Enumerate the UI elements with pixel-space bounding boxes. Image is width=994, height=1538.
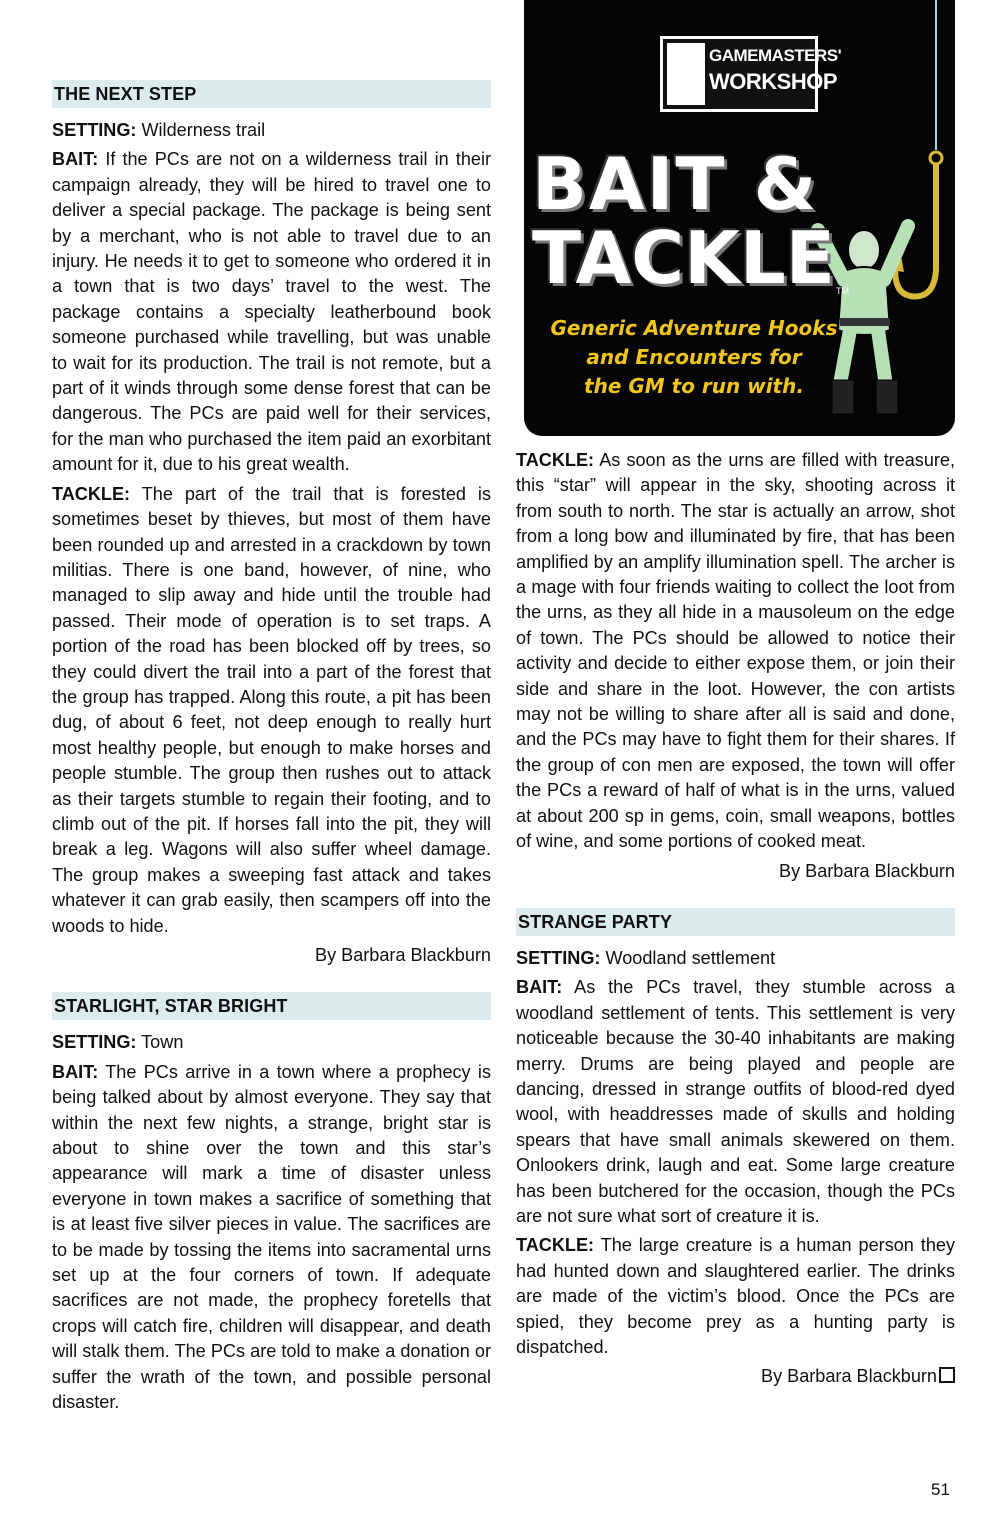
strange-party-tackle [516,1233,955,1360]
setting-label: SETTING: [516,947,601,968]
bait-label: BAIT: [516,977,563,998]
starlight-bait [52,1060,491,1416]
bait-label: BAIT: [52,1061,99,1082]
setting-text: Town [136,1032,184,1053]
title-line-2: TACKLE [532,216,835,300]
next-step-bait [52,147,491,477]
dwarf-figure-icon [667,43,705,105]
tagline-line-3: the GM to run with. [584,374,804,398]
tackle-text: The large creature is a human person they had hunted down and slaughtered earlier. The drinks are made of the victim’s blood. Once the PCs are spied, they become prey as a hunting party is dispatched. [516,1235,955,1357]
tackle-label: TACKLE: [52,483,131,504]
strange-party-setting [516,946,955,971]
title-line-1: BAIT & [532,142,819,226]
logo-line-2: WORKSHOP [709,69,837,94]
trademark-mark: TM [836,286,849,296]
bait-label: BAIT: [52,149,99,170]
strange-party-bait [516,975,955,1229]
book-banner [524,0,955,436]
setting-label: SETTING: [52,120,137,140]
logo-line-1: GAMEMASTERS' [709,46,842,65]
tagline-line-1: Generic Adventure Hooks [550,316,838,340]
tackle-label: TACKLE: [516,450,595,470]
left-column [52,80,491,1420]
bait-text: The PCs arrive in a town where a prophecy is being talked about by almost everyone. They say that within the next few nights, a strange, bright star is about to shine over the town and this star’s appearance will mark a time of disaster unless everyone in town makes a sacrifice of something that is at least five silver pieces in value. The sacrifices are to be made by tossing the items into sacramental urns set up at the four corners of town. If adequate sacrifices are not made, the prophecy foretells that crops will catch fire, children will disappear, and death will stalk them. The PCs are told to make a donation or suffer the wrath of the town, and possible personal disaster. [52,1061,491,1413]
bait-text: If the PCs are not on a wilderness trail in their campaign already, they will be hired to travel one to deliver a special package. The package is being sent by a merchant, who is not able to travel due to an injury. He needs it to get to someone who ordered it in a town that is two days’ travel to the west. The package contains a specialty leatherbound book someone purchased while travelling, but was unable to wait for its production. The trail is not remote, but a part of it winds through some dense forest that can be dangerous. The PCs are paid well for their services, for the man who purchased the item paid an exorbitant amount for it, due to his great wealth. [52,149,491,475]
page-number: 51 [931,1480,950,1499]
tackle-label: TACKLE: [516,1235,595,1256]
next-step-tackle [52,482,491,939]
setting-label: SETTING: [52,1032,137,1053]
starlight-tackle [516,448,955,855]
section-heading-strange-party: STRANGE PARTY [516,908,955,936]
section-heading-starlight: STARLIGHT, STAR BRIGHT [52,992,491,1020]
strange-party-byline [516,1364,955,1389]
tackle-text: The part of the trail that is forested is sometimes beset by thieves, but most of them have been rounded up and arrested in a crackdown by town militias. There is one band, however, of nine, who managed to slip away and hide until the trouble had passed. Their mode of operation is to set traps. A portion of the road has been blocked off by trees, so they could divert the trail into a part of the forest that the group has trapped. Along this route, a pit has been dug, of about 6 feet, not deep enough to really hurt most healthy people, but enough to make horses and people stumble. The group then rushes out to attack as their targets stumble to regain their footing, and to climb out of the pit. If horses fall into the pit, they will break a leg. Wagons will also suffer wheel damage. The group makes a sweeping fast attack and takes whatever it can grab easily, then scampers off into the woods to hide. [52,483,491,936]
gamemasters-workshop-logo [660,36,842,112]
bait-text: As the PCs travel, they stumble across a woodland settlement of tents. This settlement is very noticeable because the 30-40 inhabitants are making merry. Drums are being played and people are dancing, dressed in strange outfits of blood-red dyed wool, with headdresses made of skulls and holding spears that have small animals skewered on them. Onlookers drink, laugh and eat. Some large creature has been butchered for the occasion, though the PCs are not sure what sort of creature it is. [516,977,955,1226]
banner-tagline [524,314,864,401]
setting-text: Wilderness trail [136,120,266,140]
section-heading-next-step: THE NEXT STEP [52,80,491,108]
tackle-text: As soon as the urns are filled with treasure, this “star” will appear in the sky, shooting across it from south to north. The star is actually an arrow, shot from a long bow and illuminated by fire, that has been amplified by an amplify illumination spell. The archer is a mage with four friends waiting to collect the loot from the urns, as they all hide in a mausoleum on the edge of town. The PCs should be allowed to notice their activity and decide to either expose them, or join their side and share in the loot. However, the con artists may not be willing to share after all is said and done, and the PCs may have to fight them for their shares. If the group of con men are exposed, the town will offer the PCs a reward of half of what is in the urns, valued at about 200 sp in gems, coin, small weapons, bottles of wine, and some portions of cooked meat. [516,450,955,852]
starlight-setting [52,1030,491,1055]
next-step-setting [52,118,491,143]
setting-text: Woodland settlement [600,947,776,968]
tagline-line-2: and Encounters for [586,345,802,369]
next-step-byline: By Barbara Blackburn [315,945,491,965]
starlight-byline: By Barbara Blackburn [779,860,955,881]
right-column [516,448,955,1390]
byline-text: By Barbara Blackburn [761,1366,937,1387]
end-mark-icon [939,1367,955,1383]
